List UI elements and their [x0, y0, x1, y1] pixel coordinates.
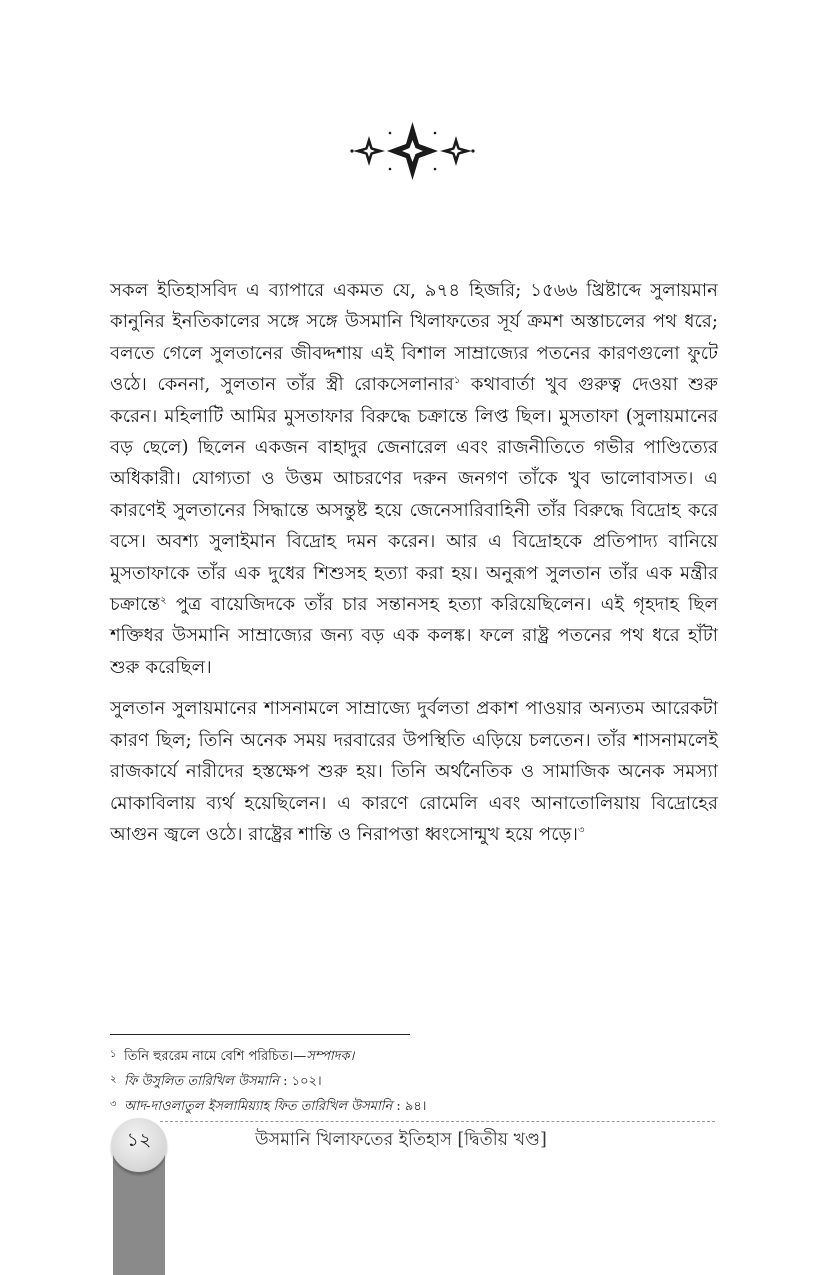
footnote-tail: : ৯৪। [392, 1099, 427, 1114]
paragraph [110, 693, 718, 850]
paragraph-text: সকল ইতিহাসবিদ এ ব্যাপারে একমত যে, ৯৭৪ হিজরি; ১৫৬৬ খ্রিষ্টাব্দে সুলায়মান কানুনির ইনতিকালের সঙ্গে সঙ্গে উসমানি খিলাফতের সূর্য ক্রমশ অস্তাচলের পথ ধরে; বলতে গেলে সুলতানের জীবদ্দশায় এই বিশাল সাম্রাজ্যের পতনের কারণগুলো ফুটে ওঠে। কেননা, সুলতান তাঁর স্ত্রী রোকসেলানার [110, 280, 718, 396]
footnote-item [110, 1093, 720, 1118]
paragraph-text: সুলতান সুলায়মানের শাসনামলে সাম্রাজ্যে দুর্বলতা প্রকাশ পাওয়ার অন্যতম আরেকটা কারণ ছিল; তিনি অনেক সময় দরবারের উপস্থিতি এড়িয়ে চলতেন। তাঁর শাসনামলেই রাজকার্যে নারীদের হস্তক্ষেপ শুরু হয়। তিনি অর্থনৈতিক ও সামাজিক অনেক সমস্যা মোকাবিলায় ব্যর্থ হয়েছিলেন। এ কারণে রোমেলি এবং আনাতোলিয়ায় বিদ্রোহের আগুন জ্বলে ওঠে। রাষ্ট্রের শান্তি ও নিরাপত্তা ধ্বংসোন্মুখ হয়ে পড়ে। [110, 698, 718, 845]
running-title: উসমানি খিলাফতের ইতিহাস [দ্বিতীয় খণ্ড] [255, 1130, 547, 1150]
footnote-divider [110, 1034, 410, 1035]
page-number: ১২ [111, 1118, 167, 1172]
footnotes [110, 1043, 720, 1118]
body-text [110, 275, 718, 860]
footnote-tail: : ১০২। [279, 1074, 322, 1089]
footnote-ref[interactable]: ১ [453, 375, 461, 387]
footnote-ref[interactable]: ২ [160, 595, 167, 606]
footnote-number: ৩ [110, 1099, 117, 1110]
paragraph-text: কথাবার্তা খুব গুরুত্ব দেওয়া শুরু করেন। মহিলাটি আমির মুসতাফার বিরুদ্ধে চক্রান্তে লিপ্ত ছিল। মুসতাফা (সুলায়মানের বড় ছেলে) ছিলেন একজন বাহাদুর জেনারেল এবং রাজনীতিতে গভীর পাণ্ডিত্যের অধিকারী। যোগ্যতা ও উত্তম আচরণের দরুন জনগণ তাঁকে খুব ভালোবাসত। এ কারণেই সুলতানের সিদ্ধান্তে অসন্তুষ্ট হয়ে জেনেসারিবাহিনী তাঁর বিরুদ্ধে বিদ্রোহ করে বসে। অবশ্য সুলাইমান বিদ্রোহ দমন করেন। আর এ বিদ্রোহকে প্রতিপাদ্য বানিয়ে মুসতাফাকে তাঁর এক দুধের শিশুসহ হত্যা করা হয়। অনুরূপ সুলতান তাঁর এক মন্ত্রীর চক্রান্তে [110, 374, 718, 616]
footer-divider [160, 1121, 715, 1122]
footnote-italic: —সম্পাদক। [293, 1049, 355, 1064]
footnote-item [110, 1043, 720, 1068]
star-ornament-icon [345, 120, 480, 182]
footnote-ref[interactable]: ৩ [578, 824, 585, 836]
footnote-italic: ফি উসুলিত তারিখিল উসমানি [124, 1074, 280, 1089]
footnote-number: ২ [110, 1074, 117, 1085]
footnote-number: ১ [110, 1049, 117, 1060]
footnote-text: তিনি হুররেম নামে বেশি পরিচিত। [124, 1049, 294, 1064]
paragraph-text: পুত্র বায়েজিদকে তাঁর চার সন্তানসহ হত্যা করিয়েছিলেন। এই গৃহদাহ ছিল শক্তিধর উসমানি সাম্রাজ্যের জন্য বড় এক কলঙ্ক। ফলে রাষ্ট্র পতনের পথ ধরে হাঁটা শুরু করেছিল। [110, 594, 718, 678]
footnote-italic: আদ-দাওলাতুল ইসলামিয়্যাহ ফিত তারিখিল উসমানি [124, 1099, 393, 1114]
paragraph [110, 275, 718, 683]
footnote-item [110, 1068, 720, 1093]
